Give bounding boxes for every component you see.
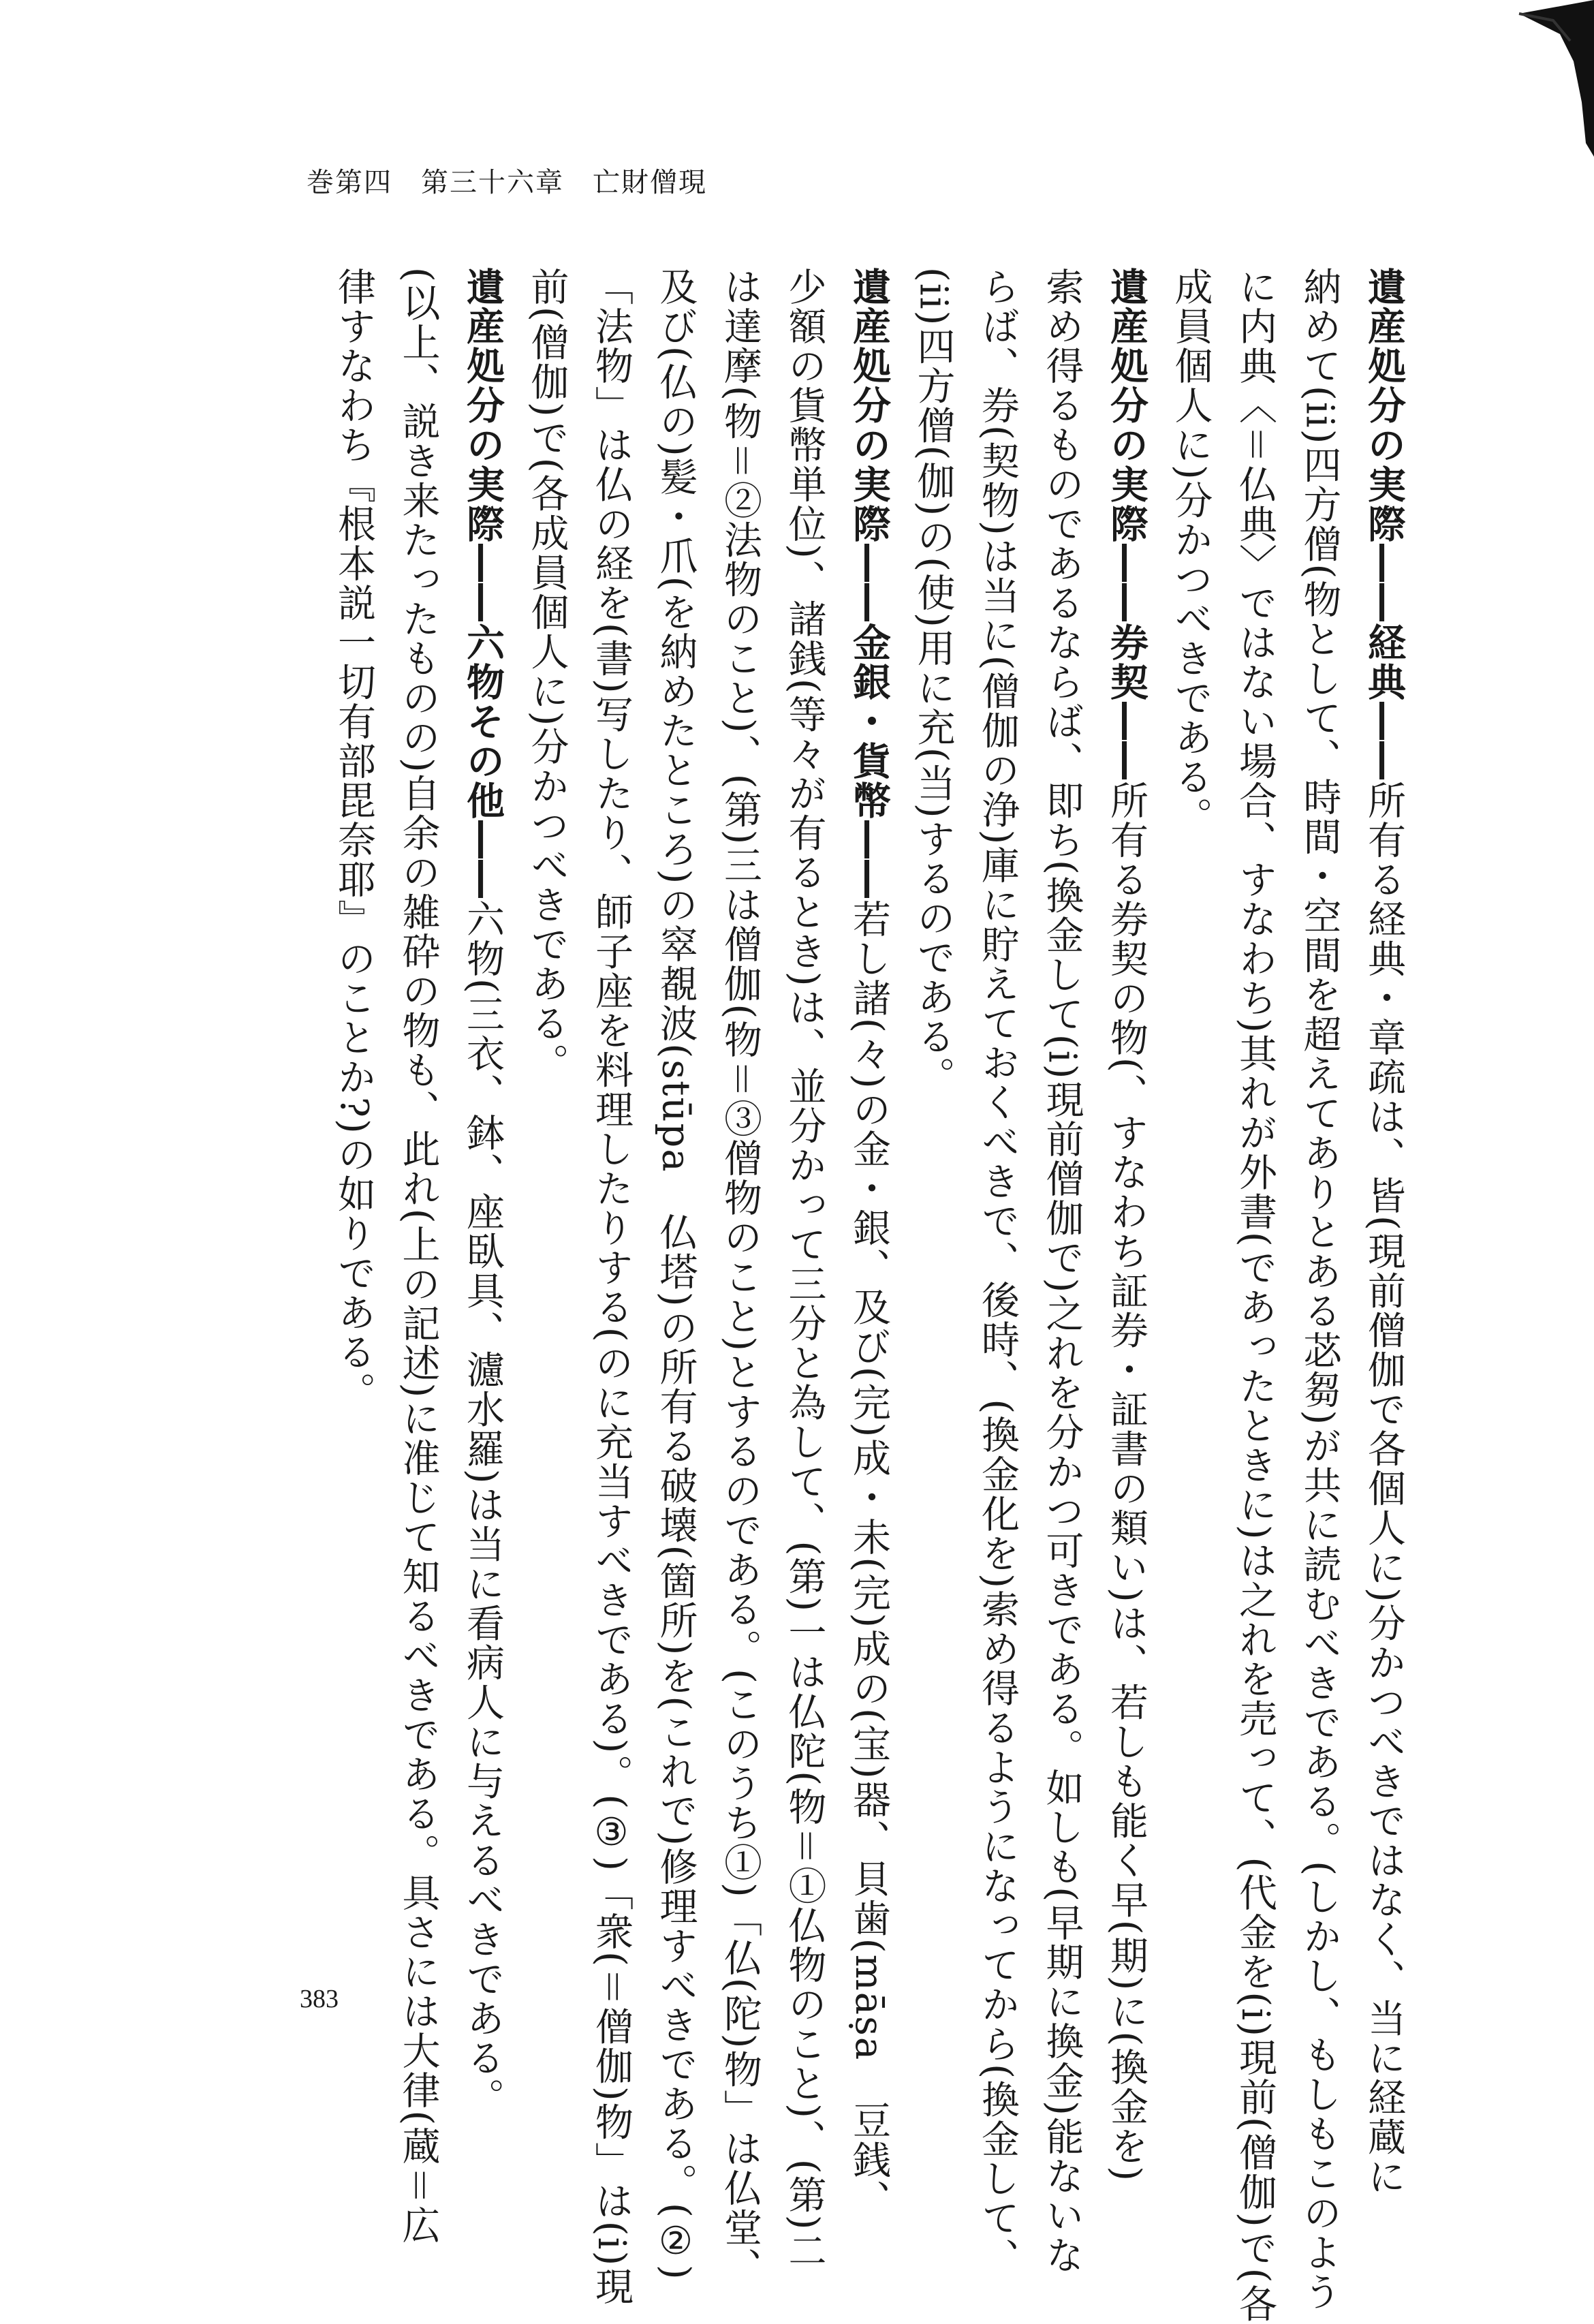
text-line [772, 267, 837, 2271]
text-line [1223, 267, 1287, 2324]
section-heading: 遺産処分の実際――券契―― [1104, 267, 1148, 781]
text-line [579, 267, 644, 2307]
text-line [514, 267, 579, 1943]
line-text: 「法物」は仏の経を(書)写したり、師子座を料理したりする(のに充当すべきである)。(③)「衆(＝僧伽)物」は(i)現 [589, 267, 634, 2307]
text-line [901, 267, 965, 1943]
line-text: 成員個人に)分かつべきである。 [1168, 267, 1213, 837]
text-line [1158, 267, 1223, 1943]
line-text: 所有る経典・章疏は、皆(現前僧伽で各個人に)分かつべきではなく、当に経蔵に [1362, 781, 1406, 2197]
section-heading: 遺産処分の実際――六物その他―― [460, 267, 505, 899]
text-line [643, 267, 708, 2281]
text-line [837, 267, 901, 2220]
line-text: 納めて(ii)四方僧(物として、時間・空間を超えてありとある苾芻)が共に読むべきである。(しかし、もしもこのよう [1297, 267, 1342, 2312]
line-text: 前(僧伽)で(各成員個人に)分かつべきである。 [525, 267, 569, 1083]
text-line [708, 267, 772, 2287]
text-line [322, 267, 386, 1943]
body-text [322, 267, 1416, 2324]
line-text: (ii)四方僧(伽)の(使)用に充(当)するのである。 [911, 267, 956, 1096]
line-text: 索め得るものであるならば、即ち(換金して(i)現前僧伽で)之れを分かつ可きである。如しも(早期に換金)能ないな [1040, 267, 1084, 2275]
section-heading: 遺産処分の実際――経典―― [1362, 267, 1406, 781]
section-heading: 遺産処分の実際――金銀・貨幣―― [847, 267, 891, 899]
text-line [450, 267, 515, 2118]
line-text: 若し諸(々)の金・銀、及び(完)成・未(完)成の(宝)器、貝歯(māṣa 豆銭、 [847, 899, 891, 2220]
line-text: (以上、説き来たったものの)自余の雑砕の物も、此れ(上の記述)に准じて知るべきである。具さには大律(蔵＝広 [396, 267, 441, 2246]
text-line [965, 267, 1030, 2278]
text-line [1287, 267, 1351, 2312]
text-line [386, 267, 450, 2246]
line-text: 少額の貨幣単位)、諸銭(等々が有るとき)は、並分かって三分と為して、(第)一は仏陀(物＝①仏物のこと)、(第)二 [782, 267, 827, 2271]
text-line [1094, 267, 1159, 2183]
running-header: 巻第四 第三十六章 亡財僧現 [307, 167, 707, 198]
page-number: 383 [300, 1985, 339, 2013]
line-text: 律すなわち『根本説一切有部毘奈耶』のことか?)の如りである。 [332, 267, 376, 1412]
line-text: 及び(仏の)髪・爪(を納めたところ)の窣覩波(stūpa 仏塔)の所有る破壊(箇所)を(これで)修理すべきである。(②) [653, 267, 698, 2281]
line-text: は達摩(物＝②法物のこと)、(第)三は僧伽(物＝③僧物のこと)とするのである。(このうち①)「仏(陀)物」は仏堂、 [718, 267, 762, 2287]
scan-edge-mark [1505, 0, 1594, 157]
line-text: に内典〈＝仏典〉ではない場合、すなわち)其れが外書(であったときに)は之れを売って、(代金を(i)現前(僧伽)で(各 [1233, 267, 1277, 2324]
text-line [1351, 267, 1416, 2197]
line-text: 所有る券契の物(、すなわち証券・証書の類い)は、若しも能く早(期)に(換金を) [1104, 781, 1148, 2183]
text-line [1029, 267, 1094, 2275]
line-text: 六物(三衣、鉢、座臥具、濾水羅)は当に看病人に与えるべきである。 [460, 899, 505, 2118]
line-text: らば、券(契物)は当に(僧伽の浄)庫に貯えておくべきで、後時、(換金化を)索め得るようになってから(換金して、 [975, 267, 1020, 2278]
